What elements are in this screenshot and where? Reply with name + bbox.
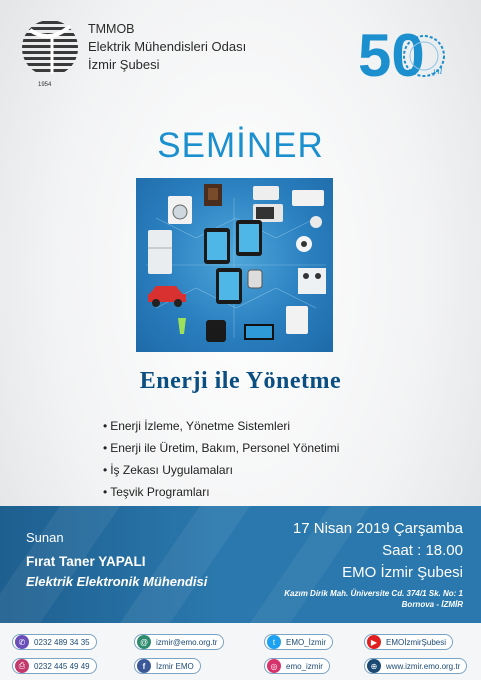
contact-facebook[interactable] — [134, 657, 201, 675]
contact-twitter[interactable] — [264, 633, 333, 651]
event-time: Saat : 18.00 — [382, 542, 463, 559]
topic-item: • Enerji İzleme, Yönetme Sistemleri — [103, 415, 339, 437]
anniversary-suffix: .yıl — [431, 66, 443, 76]
fax-number: 0232 445 49 49 — [34, 661, 90, 671]
globe-icon: ⊕ — [367, 659, 381, 673]
contact-phone[interactable] — [12, 633, 97, 651]
anniversary-50-logo-icon — [356, 20, 466, 88]
presenter-title: Elektrik Elektronik Mühendisi — [26, 574, 208, 589]
youtube-channel: EMOİzmirŞubesi — [386, 637, 447, 647]
topic-item: • Enerji ile Üretim, Bakım, Personel Yönetimi — [103, 437, 339, 459]
contact-youtube[interactable] — [364, 633, 453, 651]
topic-item: • Teşvik Programları — [103, 481, 339, 503]
smart-home-devices-icon — [136, 178, 333, 352]
topic-list — [103, 415, 339, 503]
founded-year: 1954 — [38, 82, 52, 88]
presenter-name: Fırat Taner YAPALI — [26, 554, 146, 569]
presenter-info — [26, 530, 207, 589]
website-url: www.izmir.emo.org.tr — [386, 661, 461, 671]
event-address-line-2: Bornova - İZMİR — [401, 600, 463, 609]
phone-icon: ✆ — [15, 635, 29, 649]
instagram-icon: ◎ — [267, 659, 281, 673]
smart-home-illustration — [136, 178, 333, 352]
presenter-label: Sunan — [26, 530, 64, 545]
page-title: SEMİNER — [157, 126, 324, 165]
emo-globe-logo-icon — [20, 18, 80, 78]
topic-item: • İş Zekası Uygulamaları — [103, 459, 339, 481]
facebook-handle: İzmir EMO — [156, 661, 194, 671]
youtube-icon: ▶ — [367, 635, 381, 649]
organization-name — [88, 20, 246, 74]
contact-website[interactable] — [364, 657, 467, 675]
contact-fax[interactable] — [12, 657, 97, 675]
seminar-subtitle: Enerji ile Yönetme — [139, 368, 342, 394]
contact-instagram[interactable] — [264, 657, 330, 675]
twitter-handle: EMO_İzmir — [286, 637, 326, 647]
event-date: 17 Nisan 2019 Çarşamba — [292, 520, 463, 537]
phone-number: 0232 489 34 35 — [34, 637, 90, 647]
fax-icon: ⎙ — [15, 659, 29, 673]
org-line-3: İzmir Şubesi — [88, 57, 160, 72]
email-icon: @ — [137, 635, 151, 649]
twitter-icon: t — [267, 635, 281, 649]
event-address-line-1: Kazım Dirik Mah. Üniversite Cd. 374/1 Sk. No: 1 — [284, 589, 463, 598]
event-place: EMO İzmir Şubesi — [342, 564, 463, 581]
email-address: izmir@emo.org.tr — [156, 637, 218, 647]
org-line-2: Elektrik Mühendisleri Odası — [88, 39, 247, 54]
facebook-icon: f — [137, 659, 151, 673]
contact-footer — [0, 623, 481, 680]
event-details — [284, 520, 463, 610]
instagram-handle: emo_izmir — [286, 661, 323, 671]
org-line-1: TMMOB — [88, 22, 135, 36]
anniversary-number: 50 — [358, 22, 425, 88]
contact-email[interactable] — [134, 633, 224, 651]
